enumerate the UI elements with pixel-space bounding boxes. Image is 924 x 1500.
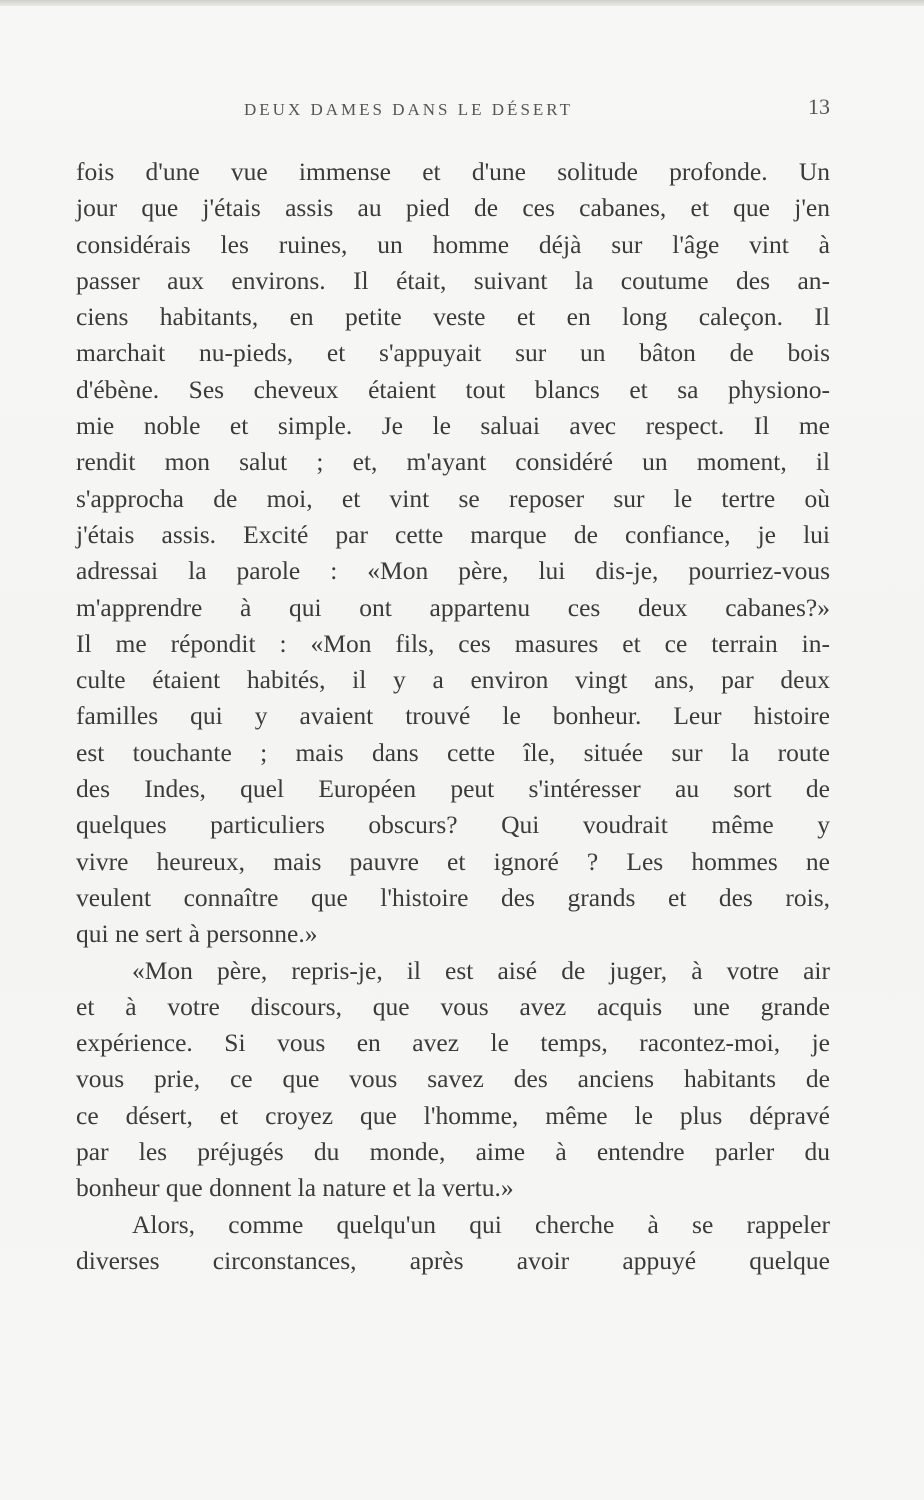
- text-line: vivre heureux, mais pauvre et ignoré ? Les hommes ne: [76, 846, 830, 876]
- running-head: DEUX DAMES DANS LE DÉSERT: [244, 100, 573, 119]
- text-line: passer aux environs. Il était, suivant la coutume des an-: [76, 265, 830, 295]
- text-line: m'apprendre à qui ont appartenu ces deux cabanes?»: [76, 592, 830, 622]
- page-number: 13: [808, 94, 830, 119]
- text-line: «Mon père, repris-je, il est aisé de juger, à votre air: [132, 955, 830, 985]
- text-line: Il me répondit : «Mon fils, ces masures et ce terrain in-: [76, 628, 830, 658]
- text-line: bonheur que donnent la nature et la vertu.»: [76, 1173, 514, 1203]
- text-line: vous prie, ce que vous savez des anciens habitants de: [76, 1064, 830, 1094]
- text-line: est touchante ; mais dans cette île, située sur la route: [76, 737, 830, 767]
- text-line: jour que j'étais assis au pied de ces cabanes, et que j'en: [76, 193, 830, 223]
- text-line: familles qui y avaient trouvé le bonheur. Leur histoire: [76, 701, 830, 731]
- text-line: mie noble et simple. Je le saluai avec respect. Il me: [76, 411, 830, 441]
- text-line: expérience. Si vous en avez le temps, racontez-moi, je: [76, 1028, 830, 1058]
- text-line: des Indes, quel Européen peut s'intéresser au sort de: [76, 774, 830, 804]
- text-line: qui ne sert à personne.»: [76, 919, 318, 949]
- text-line: rendit mon salut ; et, m'ayant considéré un moment, il: [76, 447, 830, 477]
- text-line: et à votre discours, que vous avez acquis une grande: [76, 991, 830, 1021]
- text-line: ciens habitants, en petite veste et en long caleçon. Il: [76, 302, 830, 332]
- text-line: diverses circonstances, après avoir appuyé quelque: [76, 1245, 830, 1275]
- text-line: culte étaient habités, il y a environ vingt ans, par deux: [76, 665, 830, 695]
- text-line: par les préjugés du monde, aime à entendre parler du: [76, 1137, 830, 1167]
- text-line: marchait nu-pieds, et s'appuyait sur un bâton de bois: [76, 338, 830, 368]
- text-line: considérais les ruines, un homme déjà sur l'âge vint à: [76, 229, 830, 259]
- body-text: [76, 154, 830, 1279]
- text-line: ce désert, et croyez que l'homme, même le plus dépravé: [76, 1100, 830, 1130]
- text-line: adressai la parole : «Mon père, lui dis-je, pourriez-vous: [76, 556, 830, 586]
- text-line: Alors, comme quelqu'un qui cherche à se rappeler: [132, 1209, 830, 1239]
- text-line: s'approcha de moi, et vint se reposer sur le tertre où: [76, 483, 830, 513]
- text-line: veulent connaître que l'histoire des grands et des rois,: [76, 882, 830, 912]
- text-line: fois d'une vue immense et d'une solitude profonde. Un: [76, 157, 830, 186]
- text-line: quelques particuliers obscurs? Qui voudrait même y: [76, 810, 830, 840]
- text-line: j'étais assis. Excité par cette marque de confiance, je lui: [76, 519, 830, 549]
- page-top-edge: [0, 0, 924, 6]
- text-line: d'ébène. Ses cheveux étaient tout blancs et sa physiono-: [76, 374, 830, 404]
